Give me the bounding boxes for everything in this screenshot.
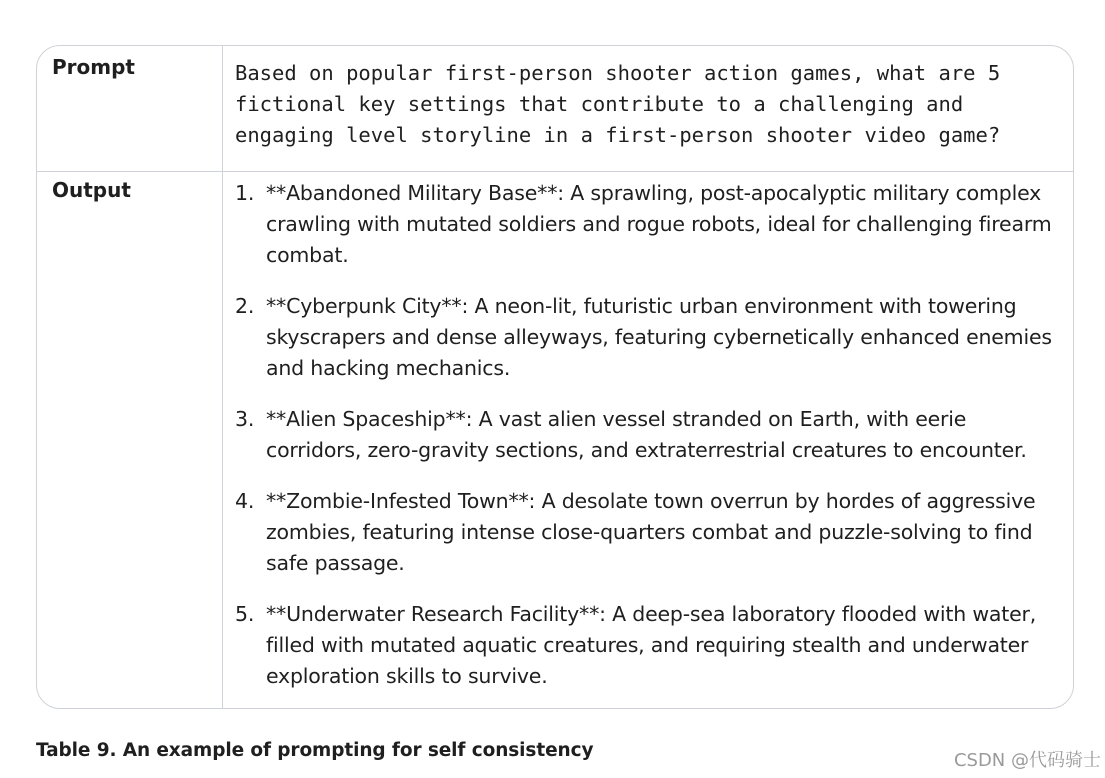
list-item-text: **Cyberpunk City**: A neon-lit, futuristic urban environment with towering skyscrapers and dense alleyways, featuring cybernetically enhanced enemies and hacking mechanics.: [266, 294, 1052, 380]
column-divider: [222, 46, 223, 171]
list-item-text: **Abandoned Military Base**: A sprawling, post-apocalyptic military complex crawling with mutated soldiers and rogue robots, ideal for challenging firearm combat.: [266, 181, 1052, 267]
prompt-text: Based on popular first-person shooter action games, what are 5 fictional key settings that contribute to a challenging and engaging level storyline in a first-person shooter video game?: [235, 61, 1001, 147]
list-item-text: **Zombie-Infested Town**: A desolate town overrun by hordes of aggressive zombies, featuring intense close-quarters combat and puzzle-solving to find safe passage.: [266, 489, 1036, 575]
list-item-text: **Underwater Research Facility**: A deep-sea laboratory flooded with water, filled with mutated aquatic creatures, and requiring stealth and underwater exploration skills to survive.: [266, 602, 1037, 688]
list-item-number: 3.: [235, 407, 255, 431]
list-item: [235, 599, 1065, 692]
column-divider: [222, 171, 223, 708]
list-item: [235, 404, 1065, 466]
prompt-output-table: [36, 45, 1074, 709]
list-item-number: 2.: [235, 294, 255, 318]
watermark: CSDN @代码骑士: [953, 750, 1101, 771]
list-item-text: **Alien Spaceship**: A vast alien vessel stranded on Earth, with eerie corridors, zero-gravity sections, and extraterrestrial creatures to encounter.: [266, 407, 1027, 462]
table-row-output: [37, 171, 1073, 708]
list-item: [235, 291, 1065, 384]
list-item-number: 5.: [235, 602, 255, 626]
table-caption: Table 9. An example of prompting for self consistency: [36, 740, 594, 761]
list-item: [235, 486, 1065, 579]
list-item-number: 1.: [235, 181, 255, 205]
list-item-number: 4.: [235, 489, 255, 513]
prompt-label: Prompt: [52, 55, 135, 79]
list-item: [235, 178, 1065, 271]
output-list: [235, 178, 1065, 709]
output-label: Output: [52, 178, 131, 202]
table-row-prompt: [37, 46, 1073, 172]
